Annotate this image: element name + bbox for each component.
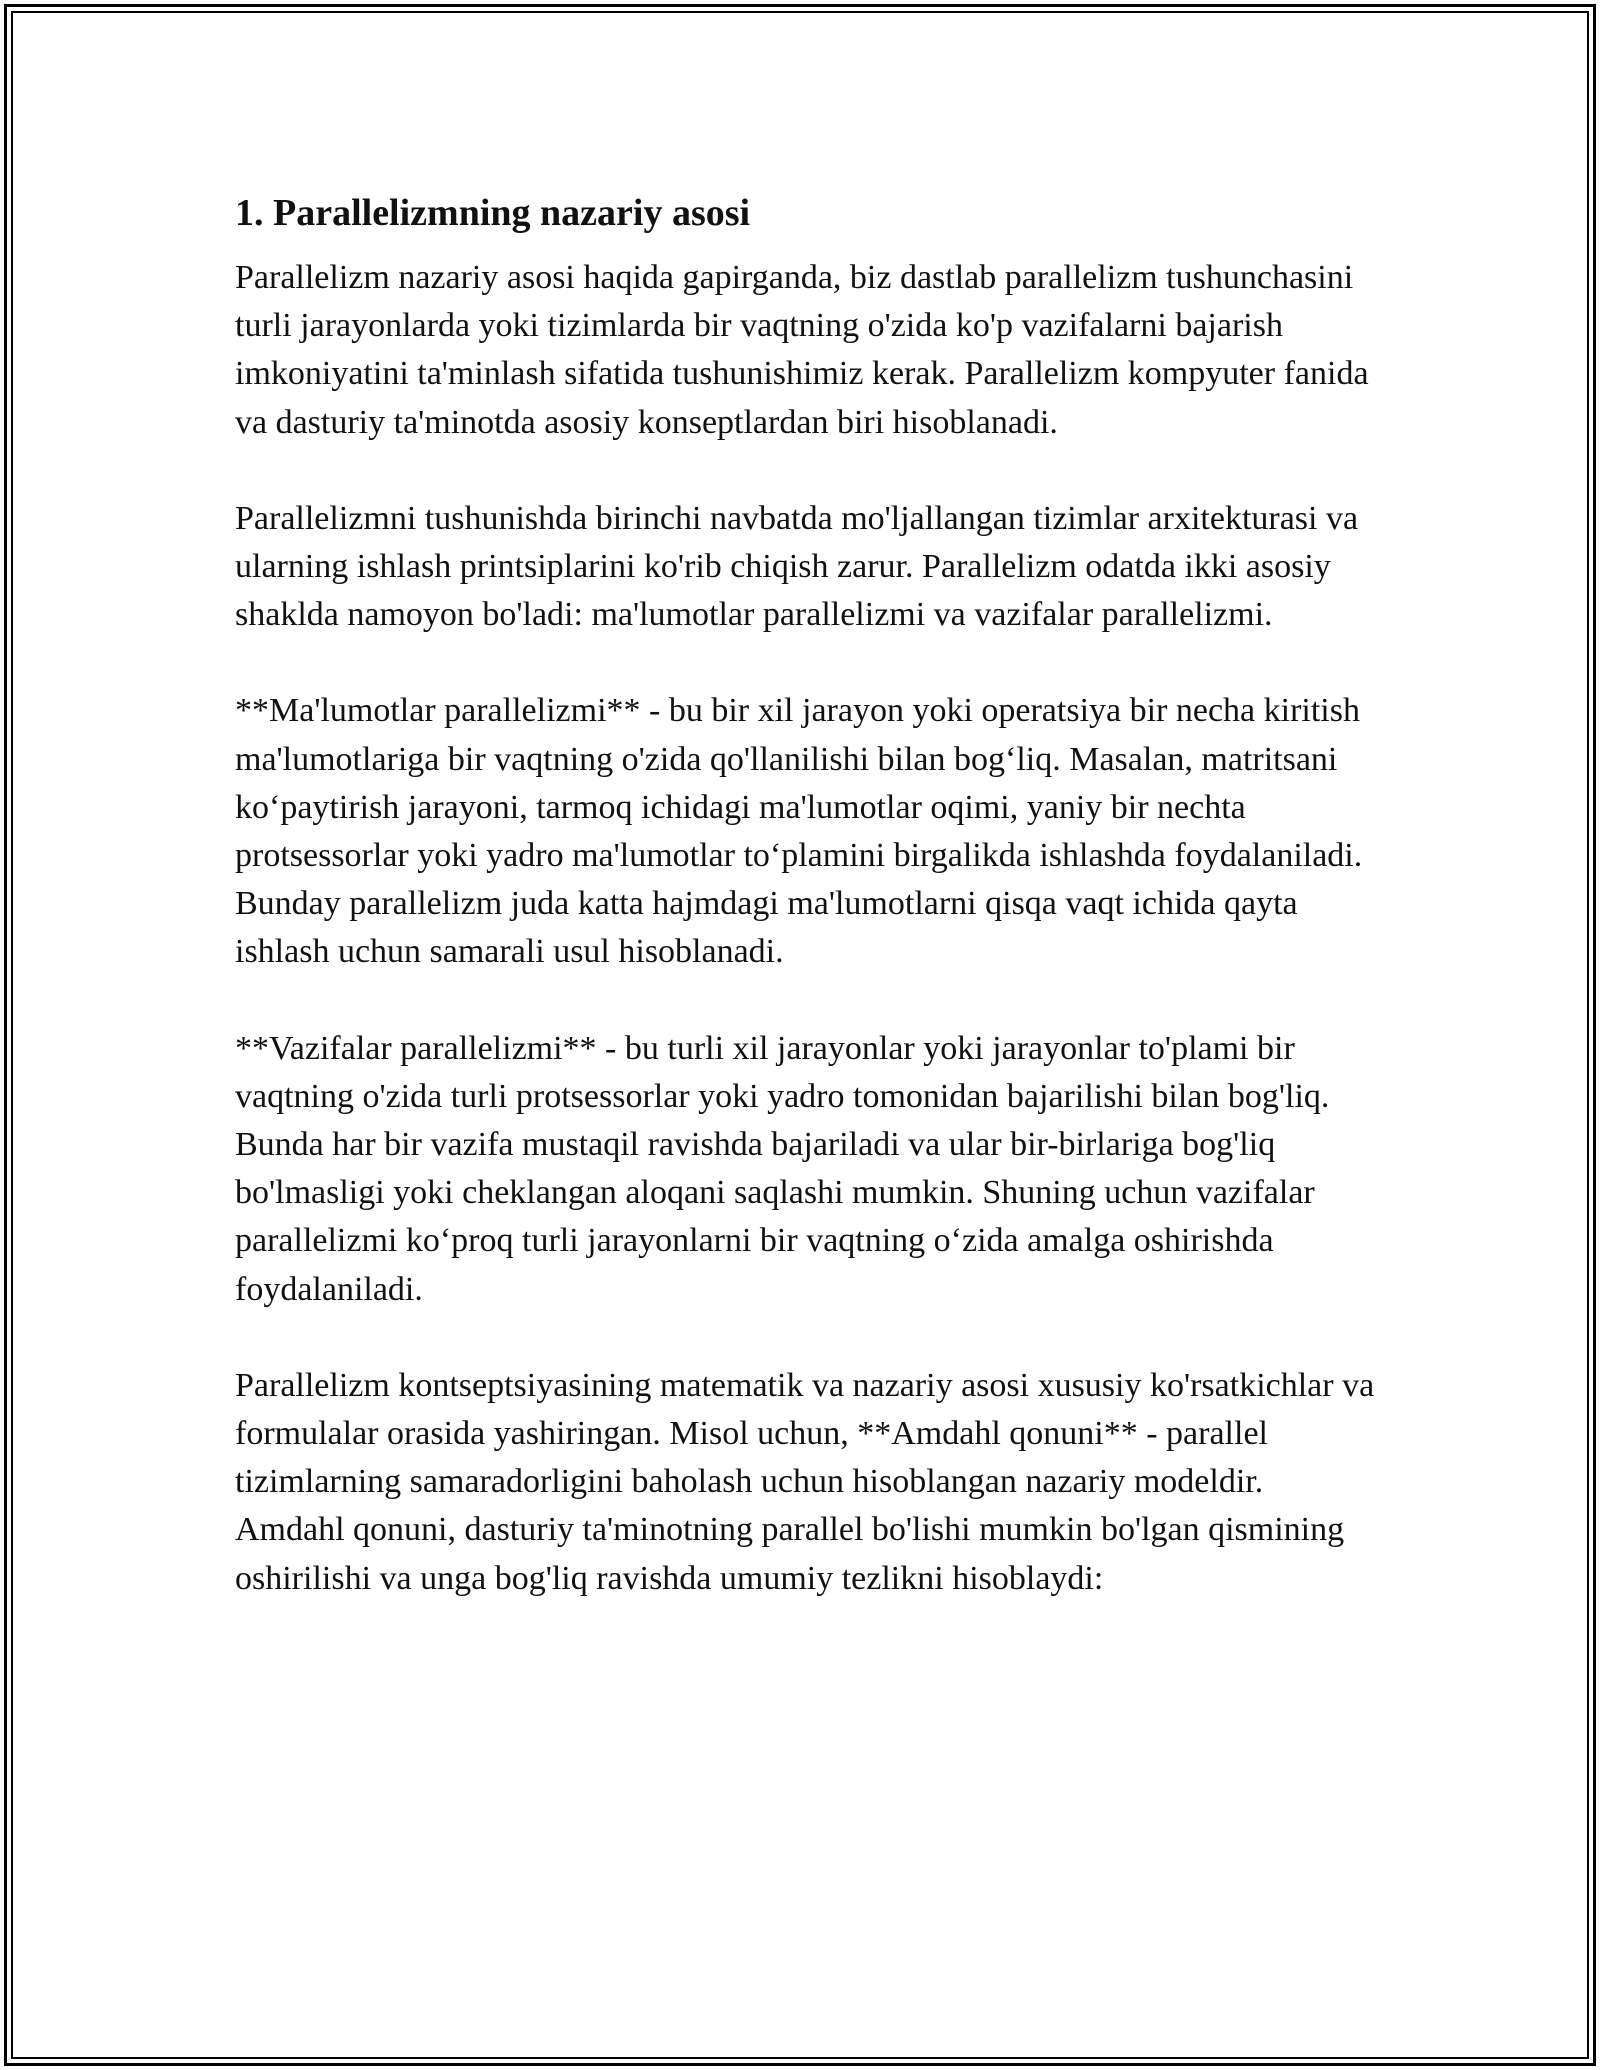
paragraph-data-parallelism: **Ma'lumotlar parallelizmi** - bu bir xil jarayon yoki operatsiya bir necha kiritish ma'lumotlariga bir vaqtning o'zida qo'llanilishi bilan bog‘liq. Masalan, matritsani ko‘paytirish jarayoni, tarmoq ichidagi ma'lumotlar oqimi, yaniy bir nechta protsessorlar yoki yadro ma'lumotlar to‘plamini birgalikda ishlashda foydalaniladi. Bunday parallelizm juda katta hajmdagi ma'lumotlarni qisqa vaqt ichida qayta ishlash uchun samarali usul hisoblanadi.	[235, 692, 1363, 971]
document-body	[235, 186, 1375, 1603]
paragraph-intro: Parallelizm nazariy asosi haqida gapirganda, biz dastlab parallelizm tushunchasini turli jarayonlarda yoki tizimlarda bir vaqtning o'zida ko'p vazifalarni bajarish imkoniyatini ta'minlash sifatida tushunishimiz kerak. Parallelizm kompyuter fanida va dasturiy ta'minotda asosiy konseptlardan biri hisoblanadi.	[235, 259, 1369, 441]
paragraph-task-parallelism: **Vazifalar parallelizmi** - bu turli xil jarayonlar yoki jarayonlar to'plami bir vaqtning o'zida turli protsessorlar yoki yadro tomonidan bajarilishi bilan bog'liq. Bunda har bir vazifa mustaqil ravishda bajariladi va ular bir-birlariga bog'liq bo'lmasligi yoki cheklangan aloqani saqlashi mumkin. Shuning uchun vazifalar parallelizmi ko‘proq turli jarayonlarni bir vaqtning o‘zida amalga oshirishda foydalaniladi.	[235, 1029, 1330, 1308]
paragraph-amdahl: Parallelizm kontseptsiyasining matematik va nazariy asosi xususiy ko'rsatkichlar va formulalar orasida yashiringan. Misol uchun, **Amdahl qonuni** - parallel tizimlarning samaradorligini baholash uchun hisoblangan nazariy modeldir. Amdahl qonuni, dasturiy ta'minotning parallel bo'lishi mumkin bo'lgan qismining oshirilishi va unga bog'liq ravishda umumiy tezlikni hisoblaydi:	[235, 1366, 1375, 1597]
paragraph-architecture: Parallelizmni tushunishda birinchi navbatda mo'ljallangan tizimlar arxitekturasi va ularning ishlash printsiplarini ko'rib chiqish zarur. Parallelizm odatda ikki asosiy shaklda namoyon bo'ladi: ma'lumotlar parallelizmi va vazifalar parallelizmi.	[235, 499, 1359, 634]
section-heading: 1. Parallelizmning nazariy asosi	[235, 192, 751, 234]
